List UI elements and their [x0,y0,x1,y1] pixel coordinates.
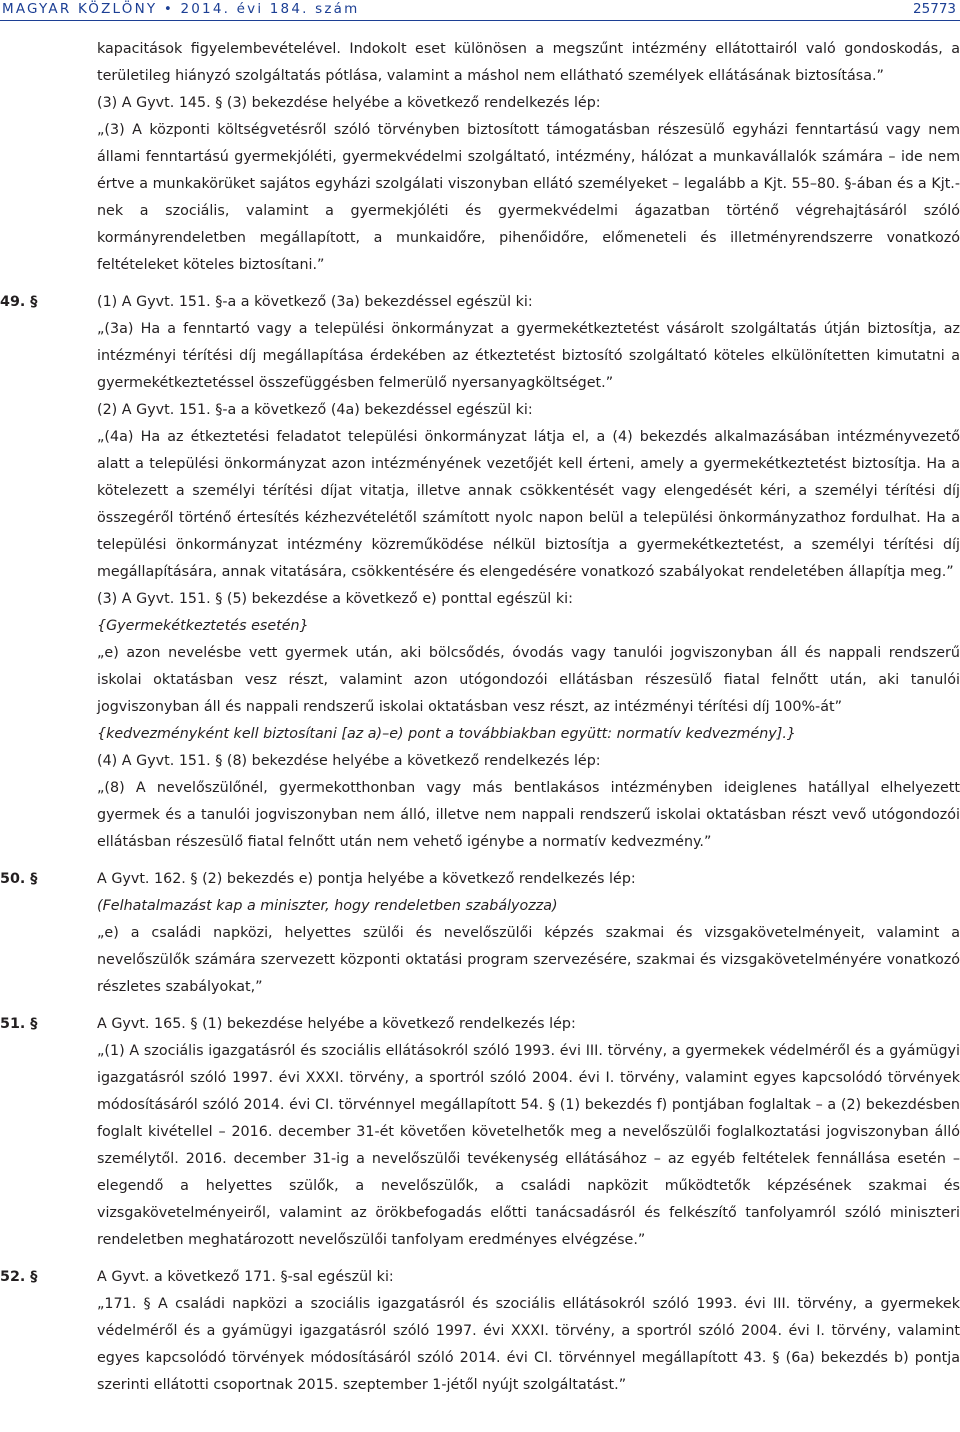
quoted-provision: „(3) A központi költségvetésről szóló törvényben biztosított támogatásban részesülő egyházi fenntartású vagy nem állami fenntartású gyermekjóléti, gyermekvédelmi szolgáltató, intézmény, hálózat a munkavállalók számára – ide nem értve a munkakörüket sajátos egyházi szolgálati viszonyban ellátó személyeket – legalább a Kjt. 55–80. §-ában és a Kjt.-nek a szociális, valamint a gyermekjóléti és gyermekvédelmi ágazatban történő végrehajtásáról szóló kormányrendeletben megállapított, a munkaidőre, pihenőidőre, előmeneteli és illetményrendszerre vonatkozó feltételeket köteles biztosítani.” [97,122,960,273]
quoted-provision: „(4a) Ha az étkeztetési feladatot települési önkormányzat látja el, a (4) bekezdés alkalmazásában intézményvezető alatt a települési önkormányzat azon intézményének vezetőjét kell érteni, amely a gyermekétkeztetést biztosítja. Ha a kötelezett a személyi térítési díjat vitatja, illetve annak csökkentését vagy elengedését kéri, a személyi térítési díj összegéről történő értesítés kézhezvételétől számított nyolc napon belül a települési önkormányzathoz fordulhat. Ha a települési önkormányzat intézmény közreműködése nélkül biztosítja a gyermekétkeztetést, a személyi térítési díj megállapítására, annak vitatására, csökkentésére és elengedésére vonatkozó szabályokat rendeletében állapítja meg.” [97,429,960,580]
subsection-4: (4) A Gyvt. 151. § (8) bekezdése helyébe a következő rendelkezés lép: [97,753,601,769]
subsection-3: (3) A Gyvt. 151. § (5) bekezdése a következő e) ponttal egészül ki: [97,591,573,607]
quoted-provision: „e) azon nevelésbe vett gyermek után, aki bölcsődés, óvodás vagy tanulói jogviszonyban áll és nappali rendszerű iskolai oktatásban vesz részt, valamint azon utógondozói ellátásban részesülő fiatal felnőtt után, aki tanulói jogviszonyban áll és nappali rendszerű iskolai oktatásban vesz részt, az intézményi térítési díj 100%-át” [97,645,960,715]
section-text: A Gyvt. 165. § (1) bekezdése helyébe a következő rendelkezés lép: [97,1016,576,1032]
section-number: 50. § [0,871,38,887]
quoted-provision: „(1) A szociális igazgatásról és szociális ellátásokról szóló 1993. évi III. törvény, a gyermekek védelméről és a gyámügyi igazgatásról szóló 1997. évi XXXI. törvény, a sportról szóló 2004. évi I. törvény, valamint egyes kapcsolódó törvények módosításáról szóló 2014. évi CI. törvénnyel megállapított 54. § (1) bekezdés f) pontjában foglaltak – a (2) bekezdésben foglalt kivétellel – 2016. december 31-ét követően követelhetők meg a nevelőszülői foglalkoztatási jogviszonyban álló személytől. 2016. december 31-ig a nevelőszülői tevékenység ellátásához – az egyéb feltételek fennállása esetén – elegendő a helyettes szülők, a nevelőszülők, a családi napközit működtetők képzésének szakmai és vizsgakövetelményeiről, valamint az örökbefogadás előtti tanácsadásról és felkészítő tanfolyamról szóló miniszteri rendeletben meghatározott nevelőszülői tanfolyam eredményes elvégzése.” [97,1043,960,1248]
continuation-paragraph: kapacitások figyelembevételével. Indokolt eset különösen a megszűnt intézmény ellátottairól való gondoskodás, a területileg hiányzó szolgáltatás pótlása, valamint a máshol nem ellátható személyek ellátásának biztosítása.” [97,41,960,84]
section-number: 51. § [0,1016,38,1032]
header-rule [0,20,960,21]
quoted-provision: „e) a családi napközi, helyettes szülői és nevelőszülői képzés szakmai és vizsgakövetelményeit, valamint a nevelőszülők számára szervezett központi oktatási program szervezésére, szakmai és vizsgakövetelményére vonatkozó részletes szabályokat,” [97,925,960,995]
subsection-1: (1) A Gyvt. 151. §-a a következő (3a) bekezdéssel egészül ki: [97,294,533,310]
subsection-2: (2) A Gyvt. 151. §-a a következő (4a) bekezdéssel egészül ki: [97,402,533,418]
section-number: 52. § [0,1269,38,1285]
section-number: 49. § [0,294,38,310]
section-51 [0,1011,960,1254]
section-52 [0,1264,960,1399]
page-number: 25773 [913,1,956,17]
context-note: {kedvezményként kell biztosítani [az a)–e) pont a továbbiakban együtt: normatív kedvezmény].} [97,726,796,742]
journal-header: MAGYAR KÖZLÖNY • 2014. évi 184. szám [2,1,360,17]
subsection-3: (3) A Gyvt. 145. § (3) bekezdése helyébe a következő rendelkezés lép: [97,95,601,111]
quoted-provision: „(3a) Ha a fenntartó vagy a települési önkormányzat a gyermekétkeztetést vásárolt szolgáltatás útján biztosítja, az intézményi térítési díj megállapítása érdekében az étkeztetést biztosító szolgáltató köteles elkülönítetten kimutatni a gyermekétkeztetéssel összefüggésben felmerülő nyersanyagköltséget.” [97,321,960,391]
section-49 [0,289,960,856]
section-50 [0,866,960,1001]
section-text: A Gyvt. 162. § (2) bekezdés e) pontja helyébe a következő rendelkezés lép: [97,871,636,887]
quoted-provision: „171. § A családi napközi a szociális igazgatásról és szociális ellátásokról szóló 1993. évi III. törvény, a gyermekek védelméről és a gyámügyi igazgatásról szóló 1997. évi XXXI. törvény, a sportról szóló 2004. évi I. törvény, valamint egyes kapcsolódó törvények módosításáról szóló 2014. évi CI. törvénnyel megállapított 43. § (6a) bekezdés b) pontja szerinti ellátotti csoportnak 2015. szeptember 1-jétől nyújt szolgáltatást.” [97,1296,960,1393]
quoted-provision: „(8) A nevelőszülőnél, gyermekotthonban vagy más bentlakásos intézményben ideiglenes hatállyal elhelyezett gyermek és a tanulói jogviszonyban nem álló, illetve nem nappali rendszerű iskolai oktatásban részt vevő utógondozói ellátásban részesülő fiatal felnőtt után nem vehető igénybe a normatív kedvezmény.” [97,780,960,850]
document-body [0,36,960,1399]
section-text: A Gyvt. a következő 171. §-sal egészül ki: [97,1269,394,1285]
context-note: {Gyermekétkeztetés esetén} [97,618,309,634]
context-note: (Felhatalmazást kap a miniszter, hogy rendeletben szabályozza) [97,898,558,914]
